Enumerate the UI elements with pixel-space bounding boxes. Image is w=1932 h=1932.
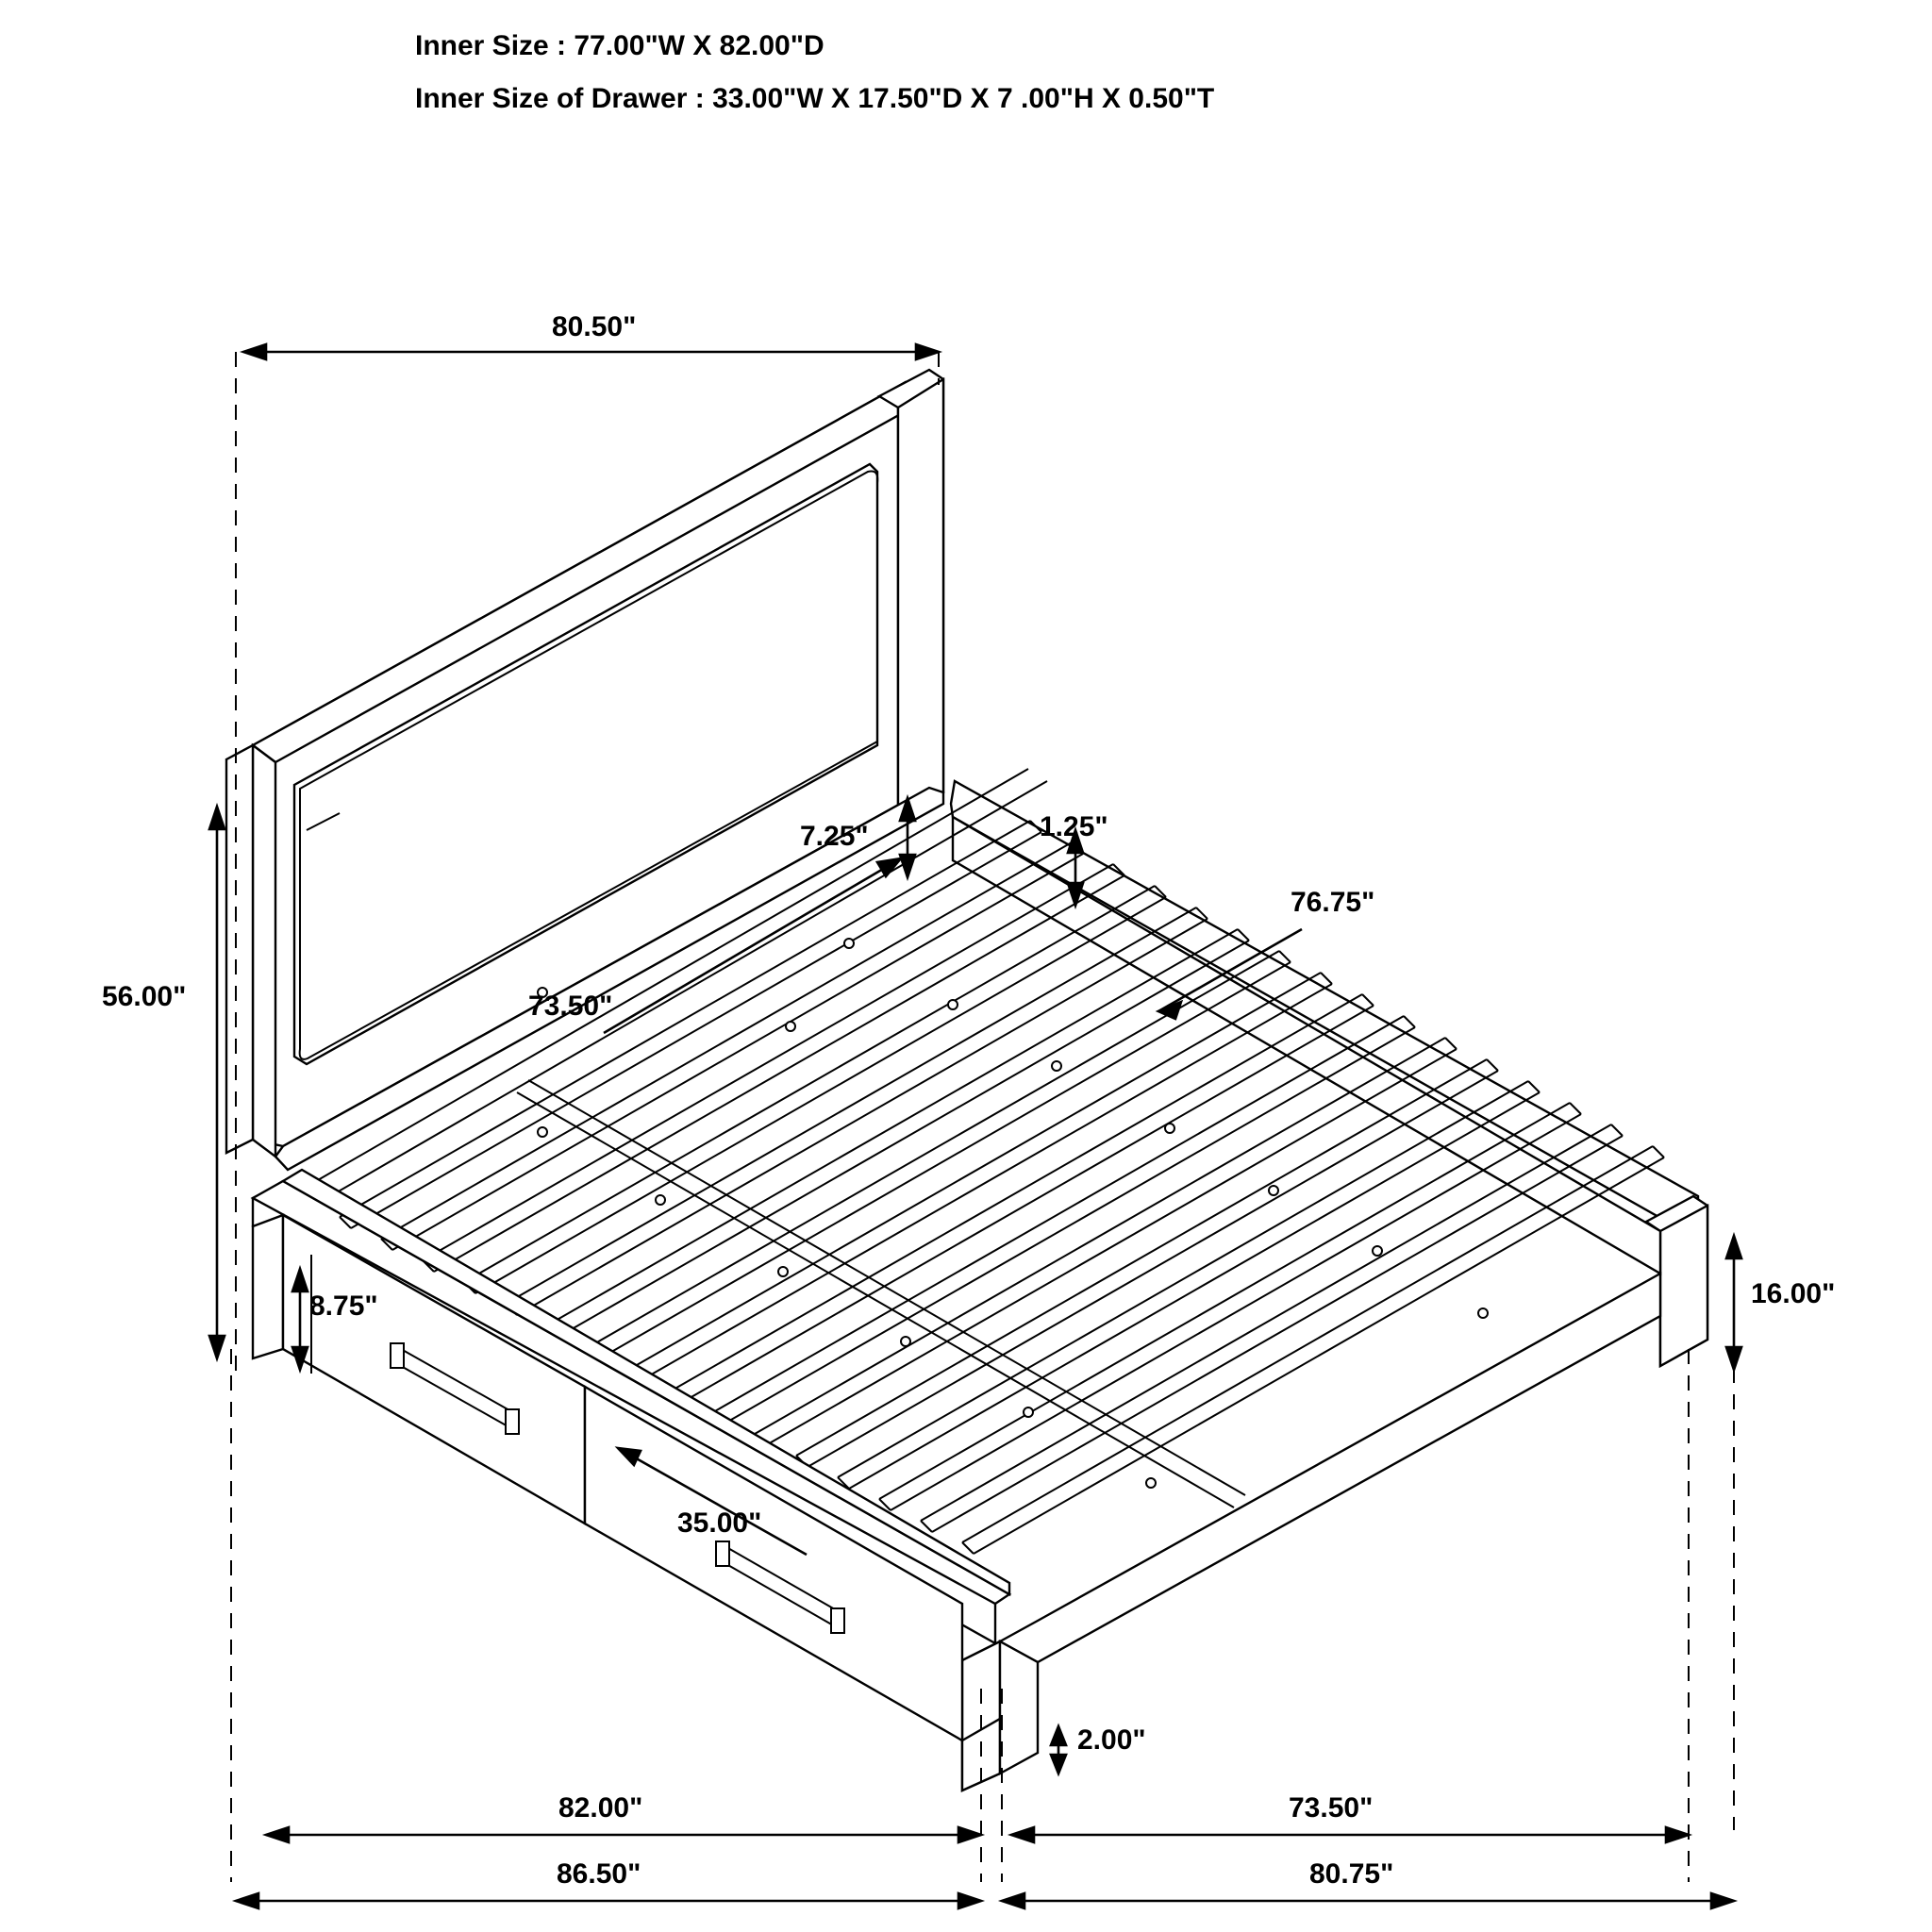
dim-side-rail-height: 16.00" [1751,1278,1836,1309]
dim-overall-height: 56.00" [102,981,187,1012]
note-inner-size-drawer: Inner Size of Drawer : 33.00"W X 17.50"D X 7 .00"H X 0.50"T [415,83,1215,114]
dim-headboard-inner-width: 73.50" [528,991,613,1022]
dim-footprint-depth: 82.00" [558,1792,643,1824]
dim-overall-depth: 86.50" [557,1858,641,1890]
dim-headboard-panel-gap: 7.25" [800,821,869,852]
dim-rail-thickness: 1.25" [1040,811,1108,842]
dim-foot-clearance: 2.00" [1077,1724,1146,1756]
dim-headboard-width: 80.50" [552,311,637,342]
dim-slat-run-length: 76.75" [1291,887,1375,918]
dim-overall-width: 80.75" [1309,1858,1394,1890]
dim-drawer-face-height: 8.75" [309,1291,378,1322]
dim-drawer-width: 35.00" [677,1507,762,1539]
dim-footprint-width: 73.50" [1289,1792,1374,1824]
note-inner-size: Inner Size : 77.00"W X 82.00"D [415,30,824,61]
